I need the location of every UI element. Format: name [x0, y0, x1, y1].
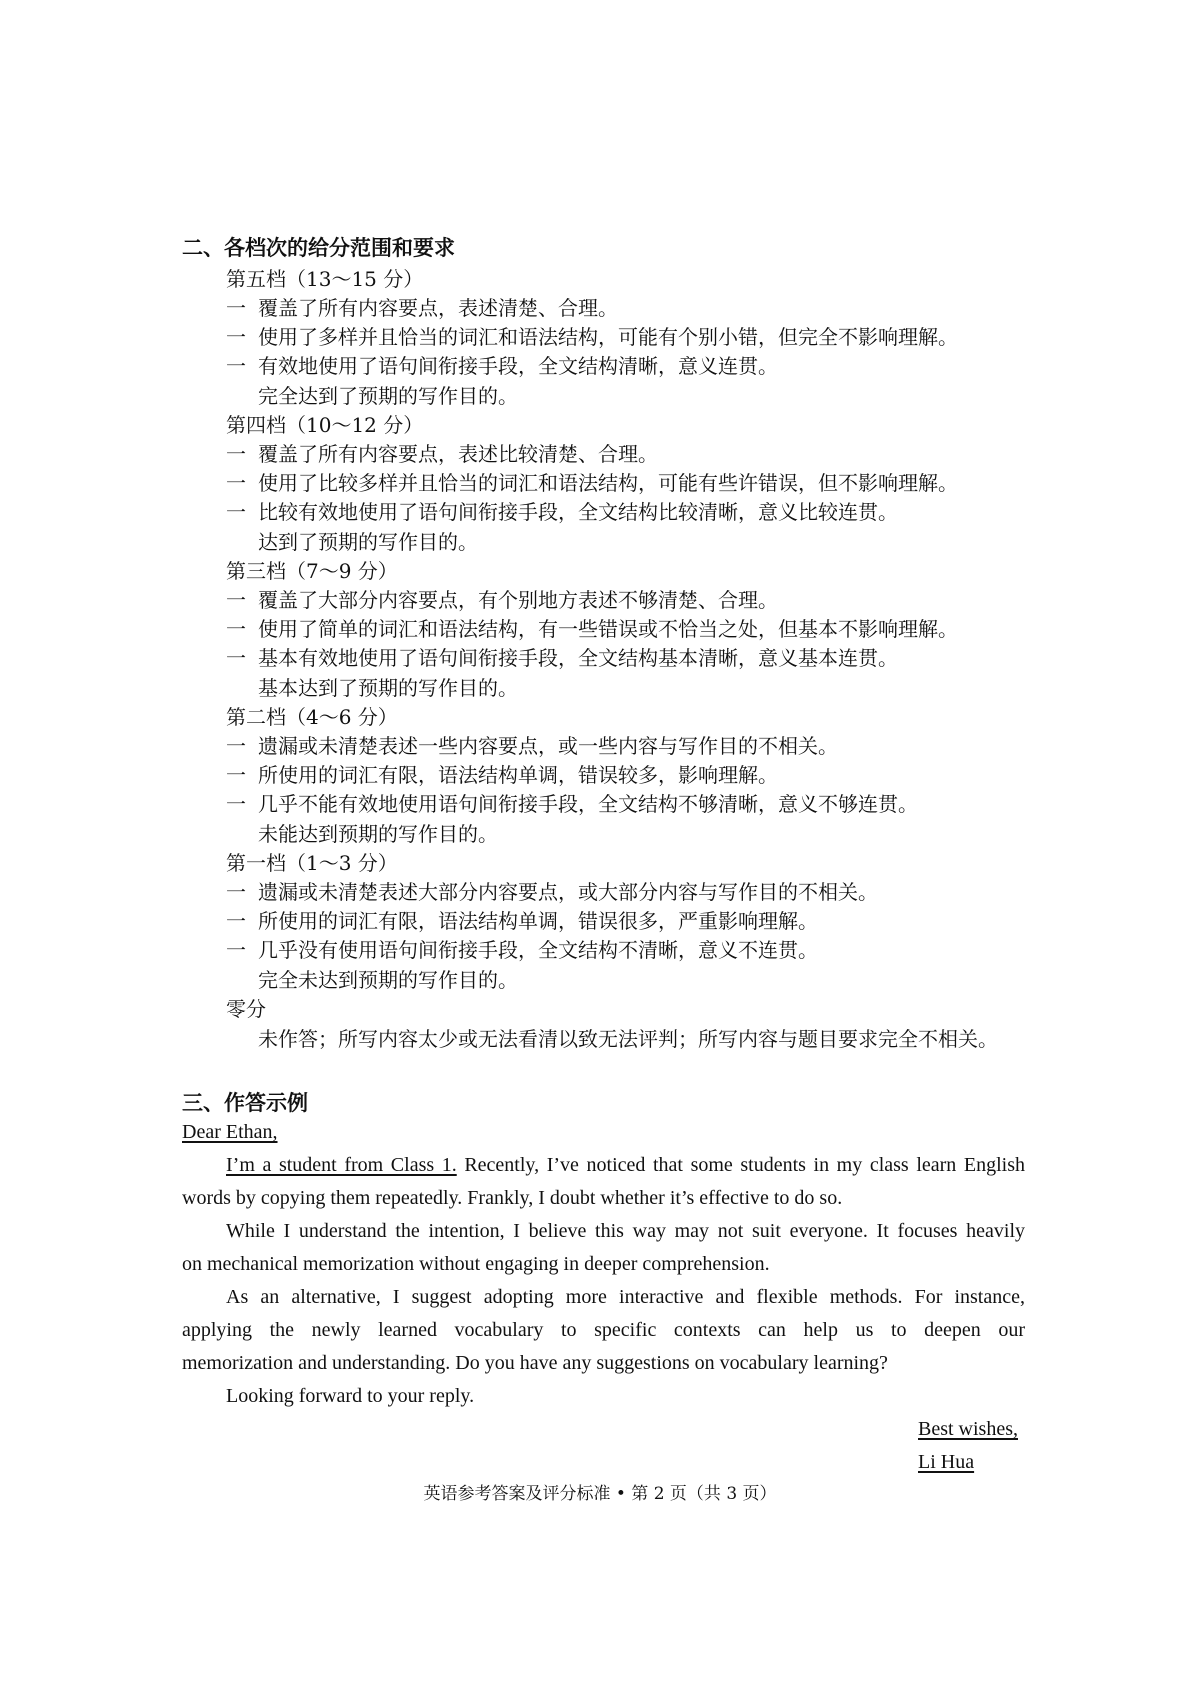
dash-marker: 一 [226, 880, 246, 904]
letter-closing: Best wishes, [918, 1418, 1018, 1440]
dash-marker: 一 [226, 938, 246, 962]
letter-p1-line2: words by copying them repeatedly. Frankly, I doubt whether it’s effective to do so. [182, 1187, 843, 1209]
level-1-item-3: 几乎没有使用语句间衔接手段，全文结构不清晰，意义不连贯。 [258, 938, 818, 962]
level-5-item-3: 有效地使用了语句间衔接手段，全文结构清晰，意义连贯。 [258, 354, 778, 378]
level-3-summary: 基本达到了预期的写作目的。 [258, 676, 518, 700]
level-1-item-1: 遗漏或未清楚表述大部分内容要点，或大部分内容与写作目的不相关。 [258, 880, 878, 904]
level-2-summary: 未能达到预期的写作目的。 [258, 822, 498, 846]
dash-marker: 一 [226, 763, 246, 787]
level-3-item-3: 基本有效地使用了语句间衔接手段，全文结构基本清晰，意义基本连贯。 [258, 646, 898, 670]
dash-marker: 一 [226, 354, 246, 378]
letter-p3-line2: applying the newly learned vocabulary to specific contexts can help us to deepen our [182, 1319, 1025, 1341]
level-1-title: 第一档（1～3 分） [226, 851, 398, 875]
dash-marker: 一 [226, 471, 246, 495]
level-2-item-2: 所使用的词汇有限，语法结构单调，错误较多，影响理解。 [258, 763, 778, 787]
letter-p4: Looking forward to your reply. [226, 1385, 475, 1407]
dash-marker: 一 [226, 500, 246, 524]
letter-p1-rest: Recently, I’ve noticed that some students in my class learn English [456, 1154, 1025, 1176]
letter-p1-line1 [226, 1154, 1025, 1177]
zero-score-title: 零分 [226, 997, 266, 1021]
section-2-heading: 二、各档次的给分范围和要求 [182, 235, 455, 260]
level-3-item-2: 使用了简单的词汇和语法结构，有一些错误或不恰当之处，但基本不影响理解。 [258, 617, 958, 641]
level-5-summary: 完全达到了预期的写作目的。 [258, 384, 518, 408]
letter-p3-line3: memorization and understanding. Do you have any suggestions on vocabulary learning? [182, 1352, 888, 1374]
level-4-title: 第四档（10～12 分） [226, 413, 424, 437]
dash-marker: 一 [226, 442, 246, 466]
letter-p3-line1: As an alternative, I suggest adopting more interactive and flexible methods. For instance, [226, 1286, 1025, 1308]
dash-marker: 一 [226, 792, 246, 816]
dash-marker: 一 [226, 296, 246, 320]
level-5-item-2: 使用了多样并且恰当的词汇和语法结构，可能有个别小错，但完全不影响理解。 [258, 325, 958, 349]
level-1-item-2: 所使用的词汇有限，语法结构单调，错误很多，严重影响理解。 [258, 909, 818, 933]
level-3-item-1: 覆盖了大部分内容要点，有个别地方表述不够清楚、合理。 [258, 588, 778, 612]
level-5-title: 第五档（13～15 分） [226, 267, 424, 291]
page-footer: 英语参考答案及评分标准 • 第 2 页（共 3 页） [423, 1484, 777, 1504]
level-2-title: 第二档（4～6 分） [226, 705, 398, 729]
dash-marker: 一 [226, 909, 246, 933]
letter-signature: Li Hua [918, 1451, 975, 1473]
level-4-item-2: 使用了比较多样并且恰当的词汇和语法结构，可能有些许错误，但不影响理解。 [258, 471, 958, 495]
level-4-item-1: 覆盖了所有内容要点，表述比较清楚、合理。 [258, 442, 658, 466]
level-1-summary: 完全未达到预期的写作目的。 [258, 968, 518, 992]
zero-score-text: 未作答；所写内容太少或无法看清以致无法评判；所写内容与题目要求完全不相关。 [258, 1027, 998, 1051]
dash-marker: 一 [226, 646, 246, 670]
dash-marker: 一 [226, 617, 246, 641]
level-4-summary: 达到了预期的写作目的。 [258, 530, 478, 554]
letter-p2-line1: While I understand the intention, I believe this way may not suit everyone. It focuses heavily [226, 1220, 1025, 1242]
letter-p2-line2: on mechanical memorization without engaging in deeper comprehension. [182, 1253, 770, 1275]
dash-marker: 一 [226, 734, 246, 758]
dash-marker: 一 [226, 588, 246, 612]
level-4-item-3: 比较有效地使用了语句间衔接手段，全文结构比较清晰，意义比较连贯。 [258, 500, 898, 524]
level-2-item-1: 遗漏或未清楚表述一些内容要点，或一些内容与写作目的不相关。 [258, 734, 838, 758]
letter-p1-underlined: I’m a student from Class 1. [226, 1154, 457, 1176]
dash-marker: 一 [226, 325, 246, 349]
level-3-title: 第三档（7～9 分） [226, 559, 398, 583]
letter-salutation: Dear Ethan, [182, 1121, 278, 1143]
level-5-item-1: 覆盖了所有内容要点，表述清楚、合理。 [258, 296, 618, 320]
level-2-item-3: 几乎不能有效地使用语句间衔接手段，全文结构不够清晰，意义不够连贯。 [258, 792, 918, 816]
section-3-heading: 三、作答示例 [182, 1090, 308, 1115]
